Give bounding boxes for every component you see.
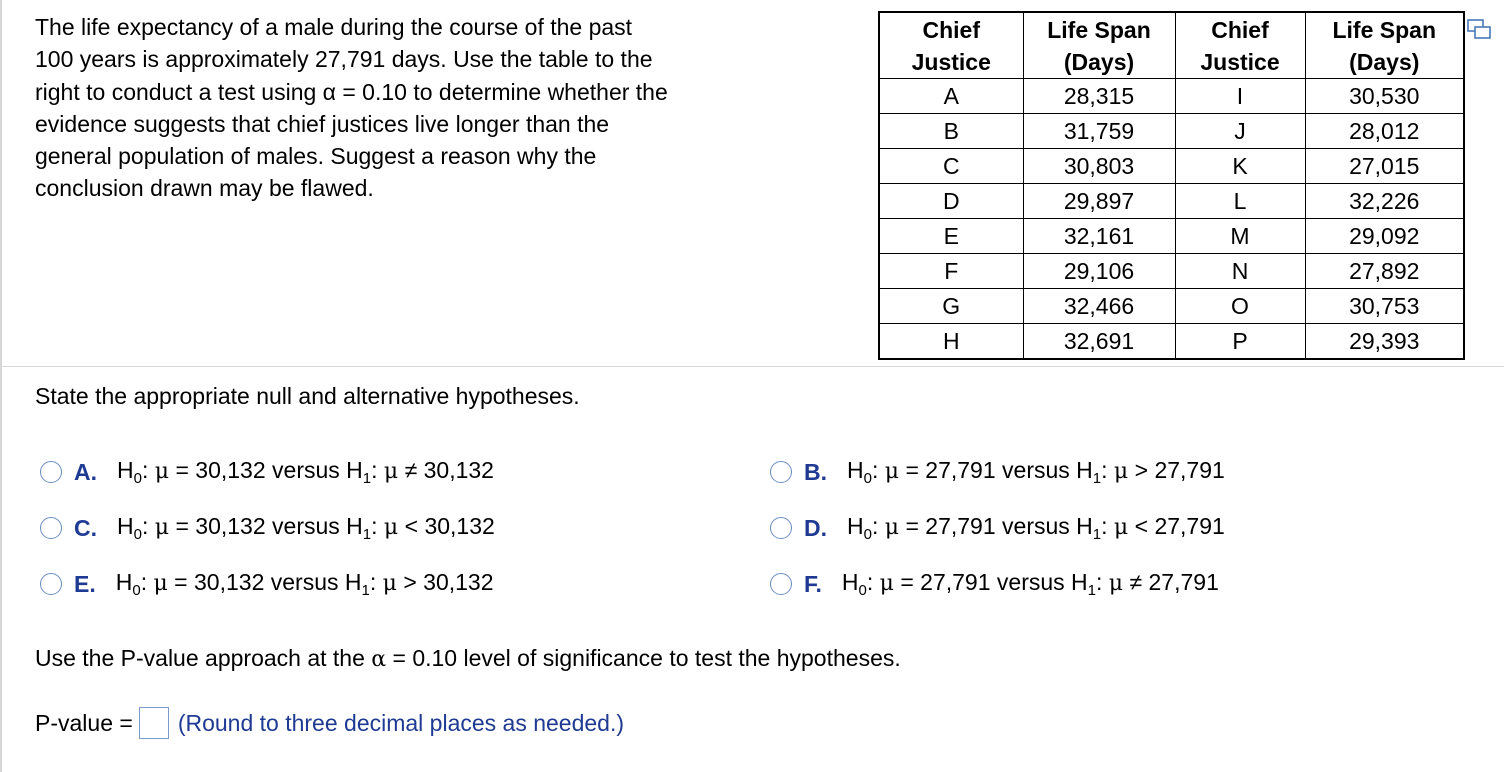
section-divider bbox=[2, 366, 1504, 367]
lifespan-cell: 28,012 bbox=[1305, 114, 1464, 149]
option-c[interactable] bbox=[40, 512, 495, 544]
option-letter: F. bbox=[804, 570, 822, 597]
justice-cell: D bbox=[879, 184, 1023, 219]
header-life-span-1: Life Span (Days) bbox=[1023, 12, 1175, 79]
lifespan-cell: 30,803 bbox=[1023, 149, 1175, 184]
justice-cell: O bbox=[1175, 289, 1305, 324]
lifespan-cell: 28,315 bbox=[1023, 79, 1175, 114]
justice-cell: E bbox=[879, 219, 1023, 254]
option-a[interactable] bbox=[40, 456, 494, 488]
option-hypothesis: $H_0$: μ = 30,132 versus $H_1$: μ > 30,132 bbox=[115, 569, 494, 599]
table-row bbox=[879, 219, 1464, 254]
lifespan-cell: 27,015 bbox=[1305, 149, 1464, 184]
option-hypothesis: $H_0$: μ = 27,791 versus $H_1$: μ < 27,791 bbox=[847, 513, 1225, 543]
lifespan-cell: 29,092 bbox=[1305, 219, 1464, 254]
option-hypothesis: $H_0$: μ = 27,791 versus $H_1$: μ ≠ 27,791 bbox=[841, 569, 1219, 599]
lifespan-cell: 32,226 bbox=[1305, 184, 1464, 219]
lifespan-cell: 29,897 bbox=[1023, 184, 1175, 219]
lifespan-cell: 31,759 bbox=[1023, 114, 1175, 149]
table-row bbox=[879, 324, 1464, 360]
justice-cell: G bbox=[879, 289, 1023, 324]
pvalue-input[interactable] bbox=[139, 707, 169, 739]
header-chief-justice-2: Chief Justice bbox=[1175, 12, 1305, 79]
left-border bbox=[0, 0, 2, 772]
option-b[interactable] bbox=[770, 456, 1225, 488]
justice-cell: I bbox=[1175, 79, 1305, 114]
table-row bbox=[879, 149, 1464, 184]
rounding-hint: (Round to three decimal places as needed.) bbox=[177, 709, 625, 736]
pvalue-prompt: Use the P-value approach at the α = 0.10 level of significance to test the hypotheses. bbox=[35, 645, 901, 672]
table-row bbox=[879, 254, 1464, 289]
lifespan-cell: 32,466 bbox=[1023, 289, 1175, 324]
table-header-row bbox=[879, 12, 1464, 79]
justice-cell: H bbox=[879, 324, 1023, 360]
justice-cell: J bbox=[1175, 114, 1305, 149]
justice-cell: F bbox=[879, 254, 1023, 289]
lifespan-cell: 30,753 bbox=[1305, 289, 1464, 324]
copy-table-icon[interactable] bbox=[1466, 18, 1492, 42]
justice-cell: L bbox=[1175, 184, 1305, 219]
option-hypothesis: $H_0$: μ = 27,791 versus $H_1$: μ > 27,791 bbox=[847, 457, 1225, 487]
justice-cell: N bbox=[1175, 254, 1305, 289]
option-letter: A. bbox=[74, 458, 97, 485]
lifespan-cell: 29,106 bbox=[1023, 254, 1175, 289]
header-life-span-2: Life Span (Days) bbox=[1305, 12, 1464, 79]
justice-cell: B bbox=[879, 114, 1023, 149]
radio-button[interactable] bbox=[770, 573, 792, 595]
option-letter: D. bbox=[804, 514, 827, 541]
table-row bbox=[879, 289, 1464, 324]
radio-button[interactable] bbox=[40, 573, 62, 595]
option-letter: E. bbox=[74, 570, 96, 597]
option-f[interactable] bbox=[770, 568, 1219, 600]
option-letter: B. bbox=[804, 458, 827, 485]
lifespan-cell: 32,691 bbox=[1023, 324, 1175, 360]
option-e[interactable] bbox=[40, 568, 494, 600]
pvalue-label: P-value = bbox=[35, 709, 133, 736]
option-hypothesis: $H_0$: μ = 30,132 versus $H_1$: μ ≠ 30,132 bbox=[117, 457, 494, 487]
lifespan-cell: 30,530 bbox=[1305, 79, 1464, 114]
life-span-table bbox=[878, 11, 1465, 360]
radio-button[interactable] bbox=[770, 517, 792, 539]
option-hypothesis: $H_0$: μ = 30,132 versus $H_1$: μ < 30,132 bbox=[117, 513, 495, 543]
justice-cell: K bbox=[1175, 149, 1305, 184]
radio-button[interactable] bbox=[40, 461, 62, 483]
lifespan-cell: 29,393 bbox=[1305, 324, 1464, 360]
radio-button[interactable] bbox=[770, 461, 792, 483]
justice-cell: A bbox=[879, 79, 1023, 114]
justice-cell: P bbox=[1175, 324, 1305, 360]
justice-cell: M bbox=[1175, 219, 1305, 254]
pvalue-answer-row bbox=[35, 705, 624, 741]
hypotheses-prompt: State the appropriate null and alternative hypotheses. bbox=[35, 383, 580, 409]
lifespan-cell: 32,161 bbox=[1023, 219, 1175, 254]
problem-statement: The life expectancy of a male during the course of the past 100 years is approximately 27,791 days. Use the table to the right to conduct a test using α = 0.10 to determine whether the evidence suggests that chief justices live longer than the general population of males. Suggest a reason why the conclusion drawn may be flawed. bbox=[35, 14, 668, 202]
radio-button[interactable] bbox=[40, 517, 62, 539]
lifespan-cell: 27,892 bbox=[1305, 254, 1464, 289]
justice-cell: C bbox=[879, 149, 1023, 184]
table-row bbox=[879, 114, 1464, 149]
table-row bbox=[879, 79, 1464, 114]
table-row bbox=[879, 184, 1464, 219]
option-letter: C. bbox=[74, 514, 97, 541]
option-d[interactable] bbox=[770, 512, 1225, 544]
header-chief-justice-1: Chief Justice bbox=[879, 12, 1023, 79]
